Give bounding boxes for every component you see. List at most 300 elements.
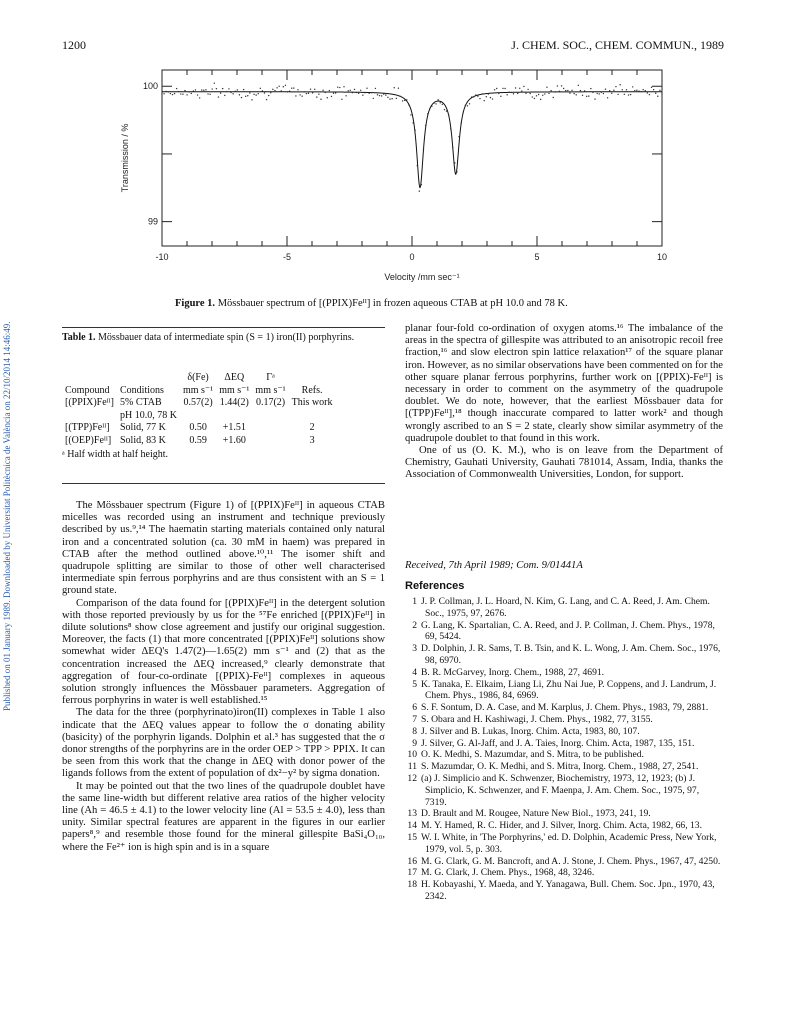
- data-point: [561, 85, 562, 86]
- data-point: [609, 90, 610, 91]
- reference-number: 6: [412, 702, 417, 714]
- data-point: [368, 93, 369, 94]
- reference-number: 4: [412, 666, 417, 678]
- data-point: [237, 89, 238, 90]
- data-point: [333, 93, 334, 94]
- table-top-rule: [62, 327, 385, 328]
- y-tick-label: 99: [147, 216, 158, 227]
- data-point: [603, 93, 604, 94]
- reference-text: J. P. Collman, J. L. Hoard, N. Kim, G. Lang, and C. A. Reed, J. Am. Chem. Soc., 1975, 97, 2676.: [421, 596, 710, 619]
- data-point: [659, 90, 660, 91]
- data-point: [475, 94, 476, 95]
- journal-header: J. CHEM. SOC., CHEM. COMMUN., 1989: [511, 38, 724, 52]
- data-point: [350, 90, 351, 91]
- reference-number: 14: [407, 820, 417, 832]
- data-point: [513, 93, 514, 94]
- reference-text: D. Dolphin, J. R. Sams, T. B. Tsin, and K. L. Wong, J. Am. Chem. Soc., 1976, 98, 6970.: [421, 643, 721, 666]
- table-header-top: [62, 372, 336, 385]
- data-point: [611, 93, 612, 94]
- data-point: [366, 88, 367, 89]
- paragraph: The Mössbauer spectrum (Figure 1) of [(PPIX)Feᴵᴵ] in aqueous CTAB micelles was recorded using an instrument and technique previously described by us.⁹,¹⁴ The haematin starting materials contained only natural iron and a concentrated solution (ca. 30 mM in haem) was prepared in CTAB after the method outlined above.¹⁰,¹¹ The isomer shift and quadrupole splitting are similar to those of other well characterised intermediate spin ferrous porphyrins and are thus consistent with an S = 1 ground state.: [62, 500, 385, 597]
- data-point: [460, 122, 461, 123]
- data-point: [634, 90, 635, 91]
- table-cell: 0.50: [189, 422, 207, 433]
- data-point: [224, 95, 225, 96]
- data-point: [492, 98, 493, 99]
- figure-caption: [175, 298, 695, 309]
- data-point: [358, 93, 359, 94]
- data-point: [398, 88, 399, 89]
- data-point: [331, 96, 332, 97]
- data-point: [312, 92, 313, 93]
- table-cell: [289, 372, 336, 385]
- data-point: [599, 93, 600, 94]
- table-cell: +1.51: [222, 422, 246, 433]
- reference-text: J. Silver and B. Lukas, Inorg. Chim. Acta, 1983, 80, 107.: [421, 725, 640, 737]
- data-point: [241, 97, 242, 98]
- data-point: [527, 89, 528, 90]
- data-point: [473, 96, 474, 97]
- data-point: [258, 93, 259, 94]
- data-point: [318, 93, 319, 94]
- reference-item: [405, 726, 723, 738]
- data-point: [592, 92, 593, 93]
- reference-number: 5: [412, 678, 417, 690]
- data-point: [632, 86, 633, 87]
- table-cell: [(OEP)Feᴵᴵ]: [65, 434, 112, 446]
- data-point: [270, 92, 271, 93]
- data-point: [517, 93, 518, 94]
- x-tick-label: -5: [282, 252, 292, 262]
- data-point: [228, 88, 229, 89]
- data-point: [486, 96, 487, 97]
- reference-number: 12: [407, 772, 417, 784]
- data-point: [530, 93, 531, 94]
- reference-text: B. R. McGarvey, Inorg. Chem., 1988, 27, 4691.: [421, 666, 605, 678]
- data-point: [253, 94, 254, 95]
- data-point: [189, 91, 190, 92]
- data-point: [496, 88, 497, 89]
- references-list: [405, 596, 723, 903]
- table-cell: [180, 410, 216, 423]
- data-point: [488, 93, 489, 94]
- data-point: [371, 92, 372, 93]
- data-point: [458, 136, 459, 137]
- paragraph: It may be pointed out that the two lines of the quadrupole doublet have the same line-width but different relative area ratios of the higher velocity line (Ah = 46.5 ± 4.1) to the lower velocity line (Al = 53.5 ± 4.0), less than unity. Similar spectral features are apparent in the figures in our earlier papers⁸,⁹ and resemble those found for the mineral gillespite BaSi₄O₁₀, where the Fe²⁺ ion is high spin and is in a square: [62, 780, 385, 853]
- data-point: [647, 92, 648, 93]
- reference-number: 2: [412, 619, 417, 631]
- data-point: [295, 95, 296, 96]
- data-point: [640, 91, 641, 92]
- data-point: [268, 95, 269, 96]
- table-title-text: Mössbauer data of intermediate spin (S = 1) iron(II) porphyrins.: [98, 332, 355, 343]
- data-point: [435, 103, 436, 104]
- data-point: [247, 95, 248, 96]
- data-point: [304, 91, 305, 92]
- data-point: [203, 90, 204, 91]
- data-point: [519, 88, 520, 89]
- data-point: [655, 93, 656, 94]
- reference-number: 17: [407, 867, 417, 879]
- data-point: [645, 90, 646, 91]
- data-point: [170, 93, 171, 94]
- data-point: [389, 98, 390, 99]
- data-point: [442, 104, 443, 105]
- data-point: [414, 129, 415, 130]
- data-point: [471, 96, 472, 97]
- table-title: [62, 332, 385, 345]
- reference-text: J. Silver, G. Al-Jaff, and J. A. Taies, Inorg. Chim. Acta, 1987, 135, 151.: [421, 737, 695, 749]
- data-point: [573, 93, 574, 94]
- reference-text: M. G. Clark, G. M. Bancroft, and A. J. Stone, J. Chem. Phys., 1967, 47, 4250.: [421, 855, 721, 867]
- table-row: [62, 435, 336, 448]
- table-cell: [(TPP)Feᴵᴵ]: [65, 422, 110, 433]
- table-cell: mm s⁻¹: [255, 384, 286, 396]
- data-point: [201, 89, 202, 90]
- data-point: [316, 96, 317, 97]
- data-point: [546, 87, 547, 88]
- table-cell: mm s⁻¹: [182, 384, 214, 396]
- table-cell: Solid, 83 K: [120, 434, 166, 446]
- data-point: [222, 88, 223, 89]
- data-point: [580, 90, 581, 91]
- data-point: [235, 91, 236, 92]
- data-point: [467, 105, 468, 106]
- data-point: [619, 84, 620, 85]
- data-point: [465, 105, 466, 106]
- y-tick-label: 100: [142, 81, 158, 92]
- data-point: [509, 92, 510, 93]
- reference-text: S. Obara and H. Kashiwagi, J. Chem. Phys., 1982, 77, 3155.: [421, 713, 653, 725]
- data-point: [483, 100, 484, 101]
- data-point: [538, 94, 539, 95]
- data-point: [356, 92, 357, 93]
- data-point: [511, 92, 512, 93]
- data-point: [264, 92, 265, 93]
- data-point: [306, 93, 307, 94]
- reference-number: 8: [412, 725, 417, 737]
- data-point: [421, 184, 422, 185]
- table-cell: 0.17(2): [255, 397, 286, 408]
- data-point: [605, 89, 606, 90]
- data-point: [262, 90, 263, 91]
- data-point: [396, 98, 397, 99]
- data-point: [607, 97, 608, 98]
- y-axis-label: Transmission / %: [120, 123, 130, 193]
- data-point: [586, 96, 587, 97]
- reference-number: 11: [407, 761, 417, 773]
- data-point: [622, 89, 623, 90]
- paragraph: The data for the three (porphyrinato)iron(II) complexes in Table 1 also indicate that the ΔEQ values appear to follow the σ donating ability (basicity) of the porphyrin ligands. Dolphin et al.³ has suggested that the σ donor strengths of the porphyrins are in the order OEP > TPP > PPIX. It can be seen from this work that the change in ΔEQ with donor power of the ligands follows from the extent of population of dx²−y² by sigma donation.: [62, 707, 385, 780]
- table-cell: δ(Fe): [187, 372, 209, 383]
- figure-caption-text: Mössbauer spectrum of [(PPIX)Feᴵᴵ] in frozen aqueous CTAB at pH 10.0 and 78 K.: [217, 298, 568, 309]
- data-point: [214, 83, 215, 84]
- data-point: [452, 147, 453, 148]
- data-point: [494, 89, 495, 90]
- reference-number: 10: [407, 749, 417, 761]
- data-point: [320, 99, 321, 100]
- table-cell: [216, 410, 252, 423]
- data-point: [657, 96, 658, 97]
- data-point: [218, 96, 219, 97]
- data-point: [186, 94, 187, 95]
- data-point: [548, 93, 549, 94]
- table-cell: [62, 410, 117, 423]
- data-point: [544, 93, 545, 94]
- data-point: [431, 106, 432, 107]
- data-point: [193, 90, 194, 91]
- data-point: [339, 87, 340, 88]
- data-point: [375, 88, 376, 89]
- reference-item: [405, 832, 723, 856]
- data-point: [425, 125, 426, 126]
- table-row: [62, 422, 336, 435]
- data-point: [588, 95, 589, 96]
- data-point: [601, 92, 602, 93]
- data-point: [540, 99, 541, 100]
- data-point: [276, 87, 277, 88]
- data-point: [504, 88, 505, 89]
- reference-item: [405, 714, 723, 726]
- data-point: [178, 91, 179, 92]
- data-point: [506, 94, 507, 95]
- table-cell: +1.60: [222, 434, 246, 446]
- table-cell: 0.57(2): [183, 397, 213, 408]
- data-point: [550, 90, 551, 91]
- reference-item: [405, 667, 723, 679]
- data-point: [195, 89, 196, 90]
- data-point: [251, 99, 252, 100]
- table-cell: Compound: [65, 384, 110, 396]
- data-point: [383, 93, 384, 94]
- data-point: [532, 96, 533, 97]
- data-point: [285, 85, 286, 86]
- table-cell: Conditions: [120, 384, 164, 396]
- reference-item: [405, 856, 723, 868]
- data-point: [207, 93, 208, 94]
- x-tick-label: 0: [409, 252, 415, 262]
- paragraph: Comparison of the data found for [(PPIX)Feᴵᴵ] in the detergent solution with those reported previously by us for the ⁵⁷Fe enriched [(PPIX)Feᴵᴵ] in dilute solutions⁸ show close agreement and justify our original suggestion. Moreover, the facts (1) that more concentrated [(PPIX)Feᴵᴵ] solutions show somewhat wider ΔEQ's 1.47(2)—1.65(2) mm s⁻¹ and (2) that as the concentration increased the ΔEQ increased,⁹ clearly demonstrate that aggregation of four-co-ordinate [(PPIX)-Feᴵᴵ] complexes in aqueous solution strongly influences the Mössbauer parameters. Aggregation of ferrous porphyrins in water is well established.¹⁵: [62, 597, 385, 707]
- reference-number: 3: [412, 643, 417, 655]
- reference-item: [405, 596, 723, 620]
- mossbauer-figure: [110, 58, 690, 294]
- table-cell: This work: [291, 397, 333, 408]
- data-point: [521, 90, 522, 91]
- data-point: [329, 90, 330, 91]
- data-point: [596, 93, 597, 94]
- data-point: [450, 128, 451, 129]
- reference-text: (a) J. Simplicio and K. Schwenzer, Biochemistry, 1973, 12, 1923; (b) J. Simplicio, K. Schwenzer, and F. Maenpa, J. Am. Chem. Soc., 1975, 97, 7319.: [421, 772, 700, 808]
- x-axis-label: Velocity /mm sec⁻¹: [384, 272, 460, 282]
- data-point: [502, 88, 503, 89]
- reference-text: S. Mazumdar, O. K. Medhi, and S. Mitra, Inorg. Chem., 1988, 27, 2541.: [421, 761, 699, 773]
- reference-item: [405, 808, 723, 820]
- references-heading: References: [405, 580, 465, 592]
- table-cell: 2: [309, 422, 315, 433]
- data-point: [299, 94, 300, 95]
- data-point: [165, 91, 166, 92]
- table-body: [62, 372, 385, 462]
- data-point: [283, 86, 284, 87]
- data-point: [406, 99, 407, 100]
- reference-text: S. F. Sontum, D. A. Case, and M. Karplus, J. Chem. Phys., 1983, 79, 2881.: [421, 702, 709, 714]
- data-point: [555, 91, 556, 92]
- left-column: [62, 500, 385, 854]
- data-point: [584, 90, 585, 91]
- figure-caption-label: Figure 1.: [175, 298, 216, 309]
- data-point: [308, 93, 309, 94]
- reference-item: [405, 820, 723, 832]
- data-point: [272, 89, 273, 90]
- data-point: [563, 88, 564, 89]
- data-point: [327, 97, 328, 98]
- data-point: [628, 94, 629, 95]
- data-point: [448, 114, 449, 115]
- data-point: [440, 102, 441, 103]
- table-cell: Γᵃ: [266, 372, 275, 383]
- data-point: [197, 94, 198, 95]
- data-point: [360, 90, 361, 91]
- data-point: [362, 94, 363, 95]
- reference-text: D. Brault and M. Rougee, Nature New Biol., 1973, 241, 19.: [421, 808, 651, 820]
- table-cell: ΔEQ: [224, 372, 245, 383]
- reference-number: 18: [407, 879, 417, 891]
- data-point: [578, 85, 579, 86]
- data-point: [287, 91, 288, 92]
- data-point: [404, 100, 405, 101]
- page-number: 1200: [62, 38, 86, 52]
- data-point: [490, 97, 491, 98]
- reference-text: M. Y. Hamed, R. C. Hider, and J. Silver, Inorg. Chim. Acta, 1982, 66, 13.: [421, 820, 702, 832]
- data-point: [400, 96, 401, 97]
- data-point: [515, 87, 516, 88]
- data-point: [500, 96, 501, 97]
- data-point: [387, 97, 388, 98]
- data-point: [266, 99, 267, 100]
- data-point: [354, 89, 355, 90]
- reference-item: [405, 749, 723, 761]
- table-cell: mm s⁻¹: [219, 384, 250, 396]
- data-point: [642, 89, 643, 90]
- table-cell: [117, 372, 180, 385]
- table-row: [62, 397, 336, 410]
- data-point: [174, 93, 175, 94]
- data-point: [341, 99, 342, 100]
- data-point: [479, 98, 480, 99]
- data-point: [559, 91, 560, 92]
- data-point: [297, 89, 298, 90]
- data-point: [180, 93, 181, 94]
- data-point: [615, 86, 616, 87]
- data-point: [163, 93, 164, 94]
- reference-text: W. I. White, in 'The Porphyrins,' ed. D. Dolphin, Academic Press, New York, 1979, vol. 5, p. 303.: [421, 831, 717, 855]
- data-point: [301, 95, 302, 96]
- table-cell: pH 10.0, 78 K: [120, 409, 177, 421]
- data-point: [402, 100, 403, 101]
- data-point: [168, 91, 169, 92]
- table-label: Table 1.: [62, 332, 96, 343]
- data-point: [172, 94, 173, 95]
- table-cell: [289, 410, 336, 423]
- data-point: [576, 94, 577, 95]
- data-point: [314, 89, 315, 90]
- reference-number: 15: [407, 831, 417, 843]
- data-point: [255, 94, 256, 95]
- data-point: [274, 90, 275, 91]
- reference-number: 13: [407, 808, 417, 820]
- data-point: [310, 88, 311, 89]
- table-cell: [252, 422, 288, 435]
- table-cell: 3: [309, 434, 315, 446]
- data-point: [335, 92, 336, 93]
- reference-number: 9: [412, 737, 417, 749]
- download-notice: Published on 01 January 1989. Downloaded by Universitat Politècnica de València on 22/10/2014 14:46:49.: [2, 321, 12, 711]
- reference-item: [405, 761, 723, 773]
- reference-item: [405, 738, 723, 750]
- data-point: [446, 110, 447, 111]
- data-point: [412, 122, 413, 123]
- reference-item: [405, 773, 723, 808]
- data-point: [410, 114, 411, 115]
- data-point: [249, 92, 250, 93]
- data-point: [373, 98, 374, 99]
- paragraph: planar four-fold co-ordination of oxygen atoms.¹⁶ The imbalance of the areas in the spectra of gillespite was attributed to an anisotropic recoil free fraction,¹⁶ and slow electron spin lattice relaxation¹⁷ of the square planar iron. However, as no similar observations have been commented on for the other square planar ferrous porphyrins, further work on [(PPIX)-Feᴵᴵ] is necessary in order to comment on the asymmetry of the quadrupole doublet. We do note, however, that the earliest Mössbauer data for [(TPP)Feᴵᴵ],¹⁸ though inaccurate compared to latter work² and though wrongly ascribed to an S = 2 state, clearly show similar asymmetry of the quadrupole doublet to that found in this work.: [405, 323, 723, 444]
- data-point: [293, 87, 294, 88]
- data-point: [661, 93, 662, 94]
- reference-item: [405, 879, 723, 903]
- data-point: [571, 90, 572, 91]
- data-point: [498, 93, 499, 94]
- data-point: [278, 86, 279, 87]
- reference-item: [405, 620, 723, 644]
- reference-item: [405, 643, 723, 667]
- table-header-row: [62, 385, 336, 398]
- reference-item: [405, 867, 723, 879]
- data-point: [437, 99, 438, 100]
- x-tick-label: 10: [656, 252, 668, 262]
- data-point: [534, 98, 535, 99]
- table-cell: 1.44(2): [219, 397, 249, 408]
- data-point: [191, 93, 192, 94]
- data-point: [481, 93, 482, 94]
- data-point: [624, 94, 625, 95]
- mossbauer-spectrum-chart: [110, 58, 690, 294]
- reference-text: K. Tanaka, E. Elkaim, Liang Li, Zhu Nai Jue, P. Coppens, and J. Landrum, J. Chem. Phys., 1986, 84, 6969.: [421, 678, 717, 702]
- data-point: [182, 94, 183, 95]
- reference-item: [405, 702, 723, 714]
- table-bottom-rule: [62, 483, 385, 484]
- data-point: [209, 94, 210, 95]
- data-point: [245, 96, 246, 97]
- data-point: [176, 88, 177, 89]
- data-point: [381, 95, 382, 96]
- table-cell: [252, 410, 288, 423]
- received-line: Received, 7th April 1989; Com. 9/01441A: [405, 560, 583, 571]
- data-point: [232, 93, 233, 94]
- reference-number: 7: [412, 713, 417, 725]
- reference-item: [405, 679, 723, 703]
- data-point: [594, 98, 595, 99]
- data-point: [463, 111, 464, 112]
- data-point: [394, 87, 395, 88]
- data-point: [322, 90, 323, 91]
- data-point: [638, 90, 639, 91]
- data-point: [469, 103, 470, 104]
- table-row: [62, 410, 336, 423]
- data-point: [557, 85, 558, 86]
- data-point: [429, 108, 430, 109]
- data-point: [239, 94, 240, 95]
